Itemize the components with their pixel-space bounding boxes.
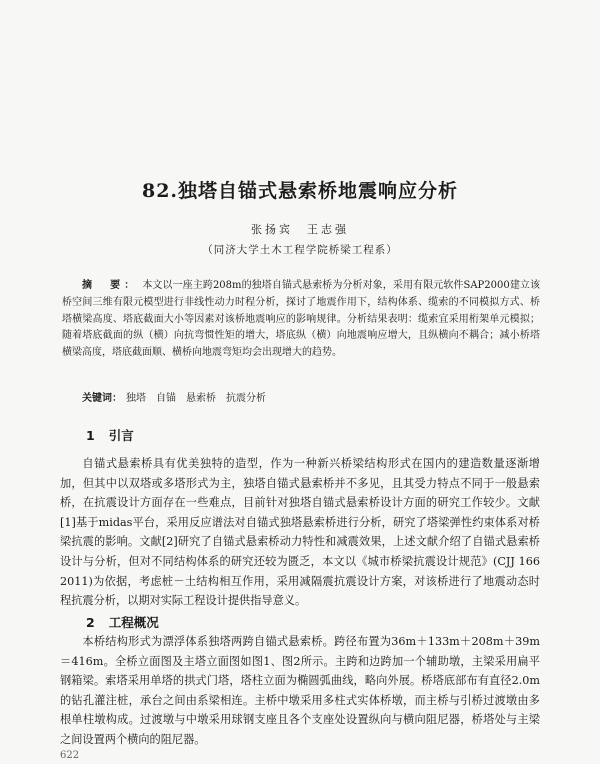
abstract-text: 本文以一座主跨208m的独塔自锚式悬索桥为分析对象，采用有限元软件SAP2000建立该桥空间三维有限元模型进行非线性动力时程分析，探讨了地震作用下，结构体系、缆索的不同模拟方式、桥塔横梁高度、塔底截面大小等因素对该桥地震响应的影响规律。分析结果表明：缆索宜采用桁架单元模拟；随着塔底截面的纵（横）向抗弯惯性矩的增大，塔底纵（横）向地震响应增大，且纵横向不耦合；减小桥塔横梁高度，塔底截面顺、横桥向地震弯矩均会出现增大的趋势。 [62,280,540,359]
section-2-paragraph: 本桥结构形式为漂浮体系独塔两跨自锚式悬索桥。跨径布置为36m＋133m＋208m＋39m＝416m。全桥立面图及主塔立面图如图1、图2所示。主跨和边跨加一个辅助墩，主梁采用扁平钢箱梁。索塔采用单塔的拱式门塔，塔柱立面为椭圆弧曲线，略向外展。桥塔底部布有直径2.0m的钻孔灌注桩，承台之间由系梁相连。主桥中墩采用多柱式实体桥墩，而主桥与引桥过渡墩由多根单柱墩构成。过渡墩与中墩采用球钢支座且各个支座处设置纵向与横向阻尼器，桥塔处与主梁之间设置两个横向的阻尼器。 [60,635,540,746]
section-2-number: 2 [86,615,95,630]
keywords-label: 关键词： [82,393,122,404]
section-1-number: 1 [86,428,95,443]
keywords [82,389,542,404]
section-2-heading [86,613,159,631]
section-2-title: 工程概况 [108,615,159,630]
abstract [62,278,540,362]
abstract-label: 摘 要： [82,280,139,291]
authors: 张扬宾 王志强 [251,223,349,236]
section-1-heading [86,426,134,444]
section-1-title: 引言 [108,428,134,443]
affiliation: （同济大学土木工程学院桥梁工程系） [202,244,398,256]
page-number: 622 [60,750,80,761]
section-1-paragraph: 自锚式悬索桥具有优美独特的造型，作为一种新兴桥梁结构形式在国内的建造数量逐渐增加，但其中以双塔或多塔形式为主，独塔自锚式悬索桥并不多见，且其受力特点不同于一般悬索桥，在抗震设计方面存在一些难点，目前针对独塔自锚式悬索桥设计方面的研究工作较少。文献[1]基于midas平台，采用反应谱法对自锚式独塔悬索桥进行分析，研究了塔梁弹性约束体系对桥梁抗震的影响。文献[2]研究了自锚式悬索桥动力特性和减震效果，上述文献介绍了自锚式悬索桥设计与分析，但对不同结构体系的研究还较为匮乏，本文以《城市桥梁抗震设计规范》(CJJ 166 2011)为依据，考虑桩－土结构相互作用，采用减隔震抗震设计方案，对该桥进行了地震动态时程抗震分析，以期对实际工程设计提供指导意义。 [60,457,552,608]
keywords-text: 独塔 自锚 悬索桥 抗震分析 [126,393,266,404]
paper-title: 82.独塔自锚式悬索桥地震响应分析 [141,180,459,202]
